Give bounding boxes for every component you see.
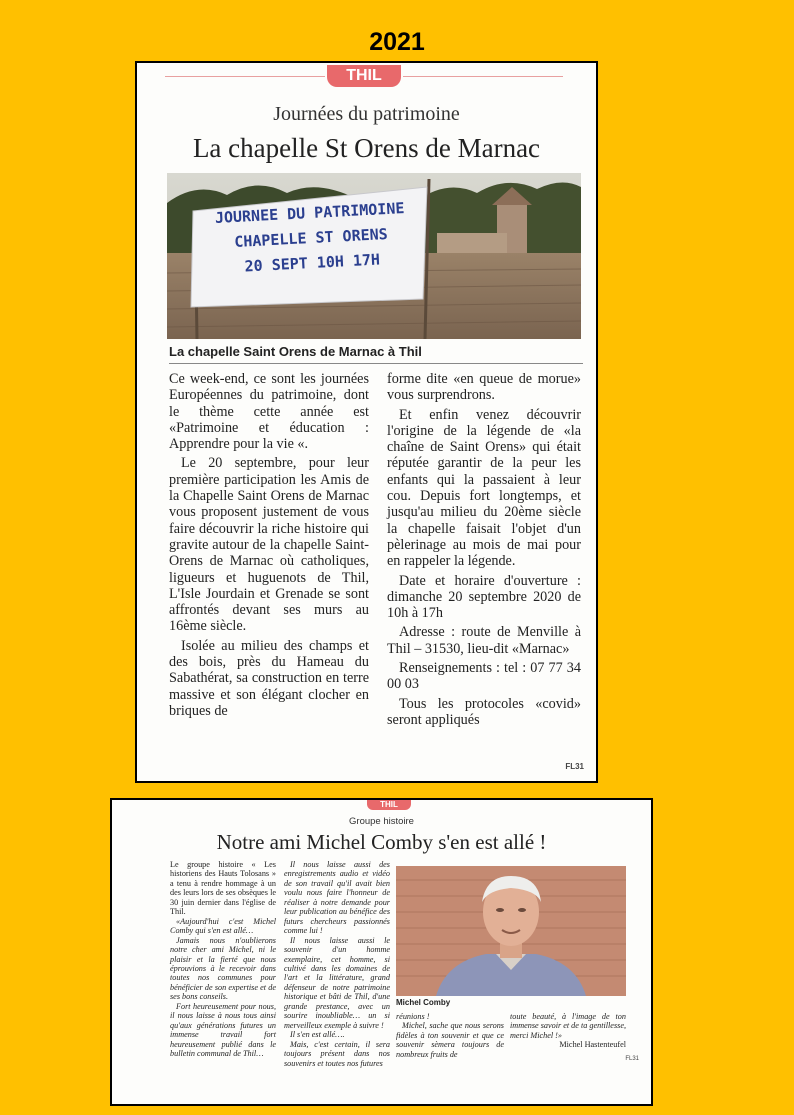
paragraph: toute beauté, à l'image de ton immense savoir et de ta gentillesse, merci Michel !» (510, 1012, 626, 1040)
banner-line-3: 20 SEPT 10H 17H (244, 250, 381, 276)
paragraph: Ce week-end, ce sont les journées Européennes du patrimoine, dont le thème cette année est «Patrimoine et éducation : Apprendre pour la vie «. (169, 371, 369, 453)
photo-caption: Michel Comby (396, 998, 451, 1007)
article-column-1 (169, 371, 369, 722)
year-label: 2021 (369, 28, 425, 56)
article-column-1 (170, 860, 276, 1059)
photo-caption: La chapelle Saint Orens de Marnac à Thil (169, 344, 422, 359)
paragraph: Il nous laisse aussi le souvenir d'un homme exemplaire, cet homme, si cultivé dans les domaines de l'art et la littérature, grand défenseur de notre patrimoine historique et bâti de Thil, d'une grande prestance, avec un sourire inoubliable… un si merveilleux exemple à suivre ! (284, 935, 390, 1030)
paragraph: Adresse : route de Menville à Thil – 31530, lieu-dit «Marnac» (387, 624, 581, 657)
paragraph: Mais, c'est certain, il sera toujours présent dans nos souvenirs et toutes nos futures (284, 1039, 390, 1068)
paragraph: Isolée au milieu des champs et des bois, près du Hameau du Sabathérat, sa construction en terre massive et son élégant clocher en briques de (169, 637, 369, 719)
article-column-3 (396, 1012, 504, 1059)
paragraph: Il nous laisse aussi des enregistrements audio et vidéo de son travail qu'il avait bien voulu nous faire l'honneur de réaliser à notre demande pour leur publication au bénéfice des futurs chercheurs passionnés comme lui ! (284, 860, 390, 936)
paragraph: forme dite «en queue de morue» vous surprendrons. (387, 371, 581, 404)
article-clipping-chapelle (135, 61, 598, 783)
chapel-banner-photo (167, 173, 581, 339)
article-footer-code: FL31 (625, 1056, 639, 1062)
paragraph: Jamais nous n'oublierons notre cher ami Michel, ni le plaisir et la fierté que nous éprouvions à le recevoir dans toutes nos communes pour bénéficier de son expertise et de ses bons conseils. (170, 935, 276, 1002)
paragraph: Michel, sache que nous serons fidèles à ton souvenir et que ce souvenir sèmera toujours de nombreux fruits de (396, 1021, 504, 1059)
paragraph: Le 20 septembre, pour leur première participation les Amis de la Chapelle Saint Orens de Marnac vous proposent justement de vous faire découvrir la riche histoire qui gravite autour de la chapelle Saint-Orens de Marnac où catholiques, ligueurs et huguenots de Thil, L'Isle Jourdain et Grenade se sont affrontés devant ses murs au 16ème siècle. (169, 455, 369, 635)
article-clipping-comby (110, 798, 653, 1106)
paragraph: Fort heureusement pour nous, il nous laisse à nous tous ainsi qu'aux générations futures un immense travail fort heureusement publié dans le bulletin communal de Thil… (170, 1001, 276, 1059)
article-column-2 (387, 371, 581, 731)
paragraph: Et enfin venez découvrir l'origine de la légende de «la chaîne de Saint Orens» qui était réputée garantir de la peur les enfants qui la passaient à leur cou. Depuis fort longtemps, et jusqu'au milieu du 20ème siècle la chapelle faisait l'objet d'un pèlerinage au mois de mai pour en rappeler la légende. (387, 406, 581, 570)
paragraph: Tous les protocoles «covid» seront appliqués (387, 695, 581, 728)
article-kicker: Groupe histoire (349, 816, 414, 827)
article-column-4 (510, 1012, 626, 1050)
signature: Michel Hastenteufel (559, 1040, 626, 1050)
article-title: Notre ami Michel Comby s'en est allé ! (216, 830, 547, 854)
paragraph: réunions ! (396, 1012, 430, 1021)
article-kicker: Journées du patrimoine (273, 103, 460, 125)
article-title: La chapelle St Orens de Marnac (192, 133, 541, 163)
caption-divider (169, 363, 583, 364)
paragraph: Il s'en est allé…. (290, 1030, 345, 1040)
paragraph: Le groupe histoire « Les historiens des Hauts Tolosans » a tenu à rendre hommage à un des leurs lors de ses obsèques le 30 juin dernier dans l'église de Thil. (170, 860, 276, 917)
article-footer-code: FL31 (565, 762, 584, 771)
section-tag-thil: THIL (367, 800, 411, 810)
paragraph: Renseignements : tel : 07 77 34 00 03 (387, 660, 581, 693)
banner-line-1: JOURNEE DU PATRIMOINE (214, 199, 405, 227)
banner-line-2: CHAPELLE ST ORENS (233, 224, 389, 252)
article-column-2 (284, 860, 390, 1068)
section-tag-thil: THIL (327, 65, 401, 87)
paragraph: «Aujourd'hui c'est Michel Comby qui s'en est allé… (170, 916, 276, 936)
paragraph: Date et horaire d'ouverture : dimanche 20 septembre 2020 de 10h à 17h (387, 572, 581, 622)
michel-comby-portrait-photo (396, 866, 626, 996)
